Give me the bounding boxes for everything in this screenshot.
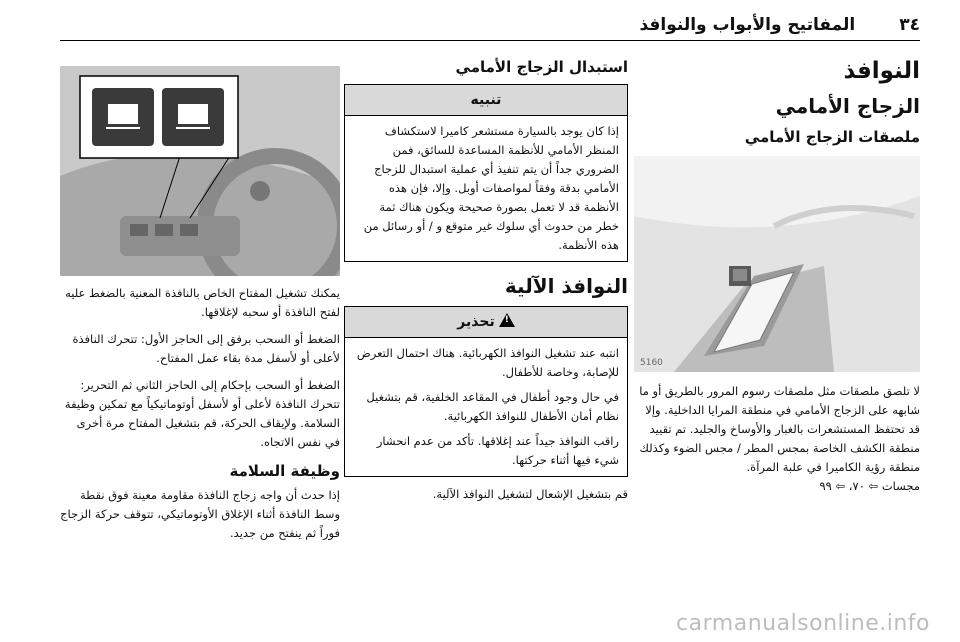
chapter-title: النوافذ <box>843 58 920 84</box>
mirror-sensor-illustration: 5160 <box>634 156 920 372</box>
step-first-detent: الضغط أو السحب برفق إلى الحاجز الأول: تتحرك النافذة لأعلى أو لأسفل مدة بقاء عمل المفتاح. <box>72 332 340 365</box>
header-title: المفاتيح والأبواب والنوافذ <box>639 15 856 35</box>
switch-intro: يمكنك تشغيل المفتاح الخاص بالنافذة المعنية بالضغط عليه لفتح النافذة أو سحبه لإغلاقها. <box>65 286 340 319</box>
safety-paragraph: إذا حدث أن واجه زجاج النافذة مقاومة معينة فوق نقطة وسط النافذة أثناء الإغلاق الأوتوماتيكي، تتوقف حركة الزجاج فوراً ثم ينفتح من جديد. <box>60 488 340 540</box>
see-also-ref[interactable]: مجسات ⇦ ٧٠، ⇦ ٩٩ <box>819 479 920 493</box>
watermark: carmanualsonline.info <box>676 611 930 636</box>
page-header <box>60 10 920 40</box>
safety-heading: وظيفة السلامة <box>229 462 340 480</box>
caution-title: تنبيه <box>345 85 627 116</box>
ignition-paragraph: قم بتشغيل الإشعال لتشغيل النوافذ الآلية. <box>432 487 628 501</box>
window-switch-illustration <box>60 66 340 276</box>
step-second-detent: الضغط أو السحب بإحكام إلى الحاجز الثاني ثم التحرير: تتحرك النافذة لأعلى أو لأسفل أوتوماتيكياً مع تمكين وظيفة السلامة. ولإيقاف الحركة، قم بتشغيل المفتاح مرة أخرى في نفس الاتجاه. <box>64 378 340 449</box>
warning-box <box>344 306 628 477</box>
warning-icon <box>499 313 515 327</box>
stickers-heading: ملصقات الزجاج الأمامي <box>744 128 920 146</box>
page-number: ٣٤ <box>899 15 920 35</box>
warning-header <box>345 307 627 338</box>
window-switch-drawing <box>60 66 340 276</box>
left-column <box>60 66 340 543</box>
warning-title: تحذير <box>457 314 495 330</box>
mirror-sensor-drawing <box>634 156 920 372</box>
windscreen-heading: الزجاج الأمامي <box>775 94 920 118</box>
caution-text: إذا كان يوجد بالسيارة مستشعر كاميرا لاستكشاف المنظر الأمامي للأنظمة المساعدة للسائق، فمن الضروري جداً أن يتم تنفيذ أي عملية استبدال للزجاج الأمامي بدقة وفقاً لمواصفات أوبل. وإلا، فإن هذه الأنظمة قد لا تعمل بصورة صحيحة ويكون هناك ثمة خطر من حدوث أي سلوك غير متوقع و / أو رسائل من هذه الأنظمة. <box>363 124 619 252</box>
header-rule <box>60 40 920 41</box>
caution-box <box>344 84 628 262</box>
warning-paragraph-2: في حال وجود أطفال في المقاعد الخلفية، قم بتشغيل نظام أمان الأطفال للنوافذ الكهربائية. <box>366 390 619 423</box>
warning-paragraph-3: راقب النوافذ جيداً عند إغلاقها. تأكد من عدم انحشار شيء فيها أثناء حركتها. <box>376 434 619 467</box>
replacement-heading: استبدال الزجاج الأمامي <box>455 58 628 76</box>
warning-paragraph-1: انتبه عند تشغيل النوافذ الكهربائية. هناك احتمال التعرض للإصابة، وخاصة للأطفال. <box>356 346 619 379</box>
stickers-paragraph: لا تلصق ملصقات مثل ملصقات رسوم المرور بالطريق أو ما شابهه على الزجاج الأمامي في منطقة المرايا الداخلية. وإلا قد تحتفظ المستشعرات بالغبار والأوساخ والجليد. تم تقييد منطقة الكشف الخاصة بمجس المطر / مجس الضوء وكذلك منطقة رؤية الكاميرا في علبة المرآة. <box>639 384 920 474</box>
middle-column <box>344 56 628 504</box>
power-windows-heading: النوافذ الآلية <box>504 274 628 298</box>
right-column <box>634 56 920 496</box>
